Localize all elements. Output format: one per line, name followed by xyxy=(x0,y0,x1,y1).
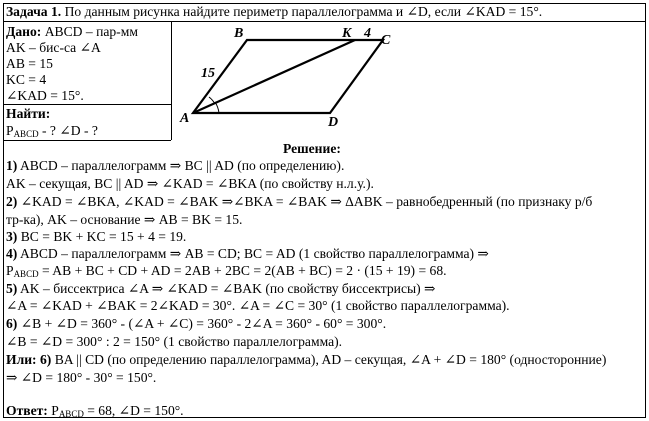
given-line: ∠KAD = 15°. xyxy=(6,88,84,103)
find-p-sub: ABCD xyxy=(13,129,39,139)
solution-line-12 xyxy=(6,352,606,368)
answer-line xyxy=(6,403,184,419)
solution-line-9: ∠A = ∠KAD + ∠BAK = 2∠KAD = 30°. ∠A = ∠C = 30° (1 свойство параллелограмма). xyxy=(6,298,510,313)
point-label-k: K xyxy=(342,26,352,41)
solution-line-11: ∠B = ∠D = 300° : 2 = 150° (1 свойство параллелограмма). xyxy=(6,334,343,349)
given-line: AB = 15 xyxy=(6,56,53,71)
step-number: 1) xyxy=(6,158,18,173)
given-line: AK – бис-са ∠A xyxy=(6,40,101,55)
parallelogram-figure xyxy=(175,22,395,132)
angle-arc-a xyxy=(209,97,215,104)
step-text: BA || CD (по определению параллелограмма), AD – секущая, ∠A + ∠D = 180° (односторонние) xyxy=(51,352,607,367)
find-title: Найти: xyxy=(6,106,51,121)
task-text: По данным рисунка найдите периметр параллелограмма и ∠D, если ∠KAD = 15°. xyxy=(64,4,543,19)
answer-p-sub: ABCD xyxy=(58,409,84,419)
point-label-a: A xyxy=(180,111,190,126)
given-line: KC = 4 xyxy=(6,72,47,87)
answer-rest: = 68, ∠D = 150°. xyxy=(83,403,184,418)
step-number: 5) xyxy=(6,281,18,296)
perimeter-sub: ABCD xyxy=(13,269,39,279)
solution-line-1 xyxy=(6,158,344,174)
angle-arc-a2 xyxy=(215,102,219,113)
given-box-bottom-border xyxy=(3,140,171,141)
bisector-ak xyxy=(193,40,355,113)
solution-title: Решение: xyxy=(283,141,341,156)
answer-label: Ответ: xyxy=(6,403,48,418)
solution-line-6 xyxy=(6,246,489,262)
step-number: 3) xyxy=(6,229,18,244)
step-text: ABCD – параллелограмм ⇒ BC || AD (по определению). xyxy=(17,158,345,173)
solution-line-4: тр-ка), AK – основание ⇒ AB = BK = 15. xyxy=(6,212,243,227)
step-text: AK – биссектриса ∠A ⇒ ∠KAD = ∠BAK (по свойству биссектрисы) ⇒ xyxy=(17,281,436,296)
step-number: Или: 6) xyxy=(6,352,52,367)
point-label-c: C xyxy=(381,33,391,48)
find-divider xyxy=(3,104,171,105)
step-text: = AB + BC + CD + AD = 2AB + 2BC = 2(AB + BC) = 2 · (15 + 19) = 68. xyxy=(38,263,447,278)
solution-line-5 xyxy=(6,229,186,245)
step-number: 6) xyxy=(6,316,18,331)
label-kc-length: 4 xyxy=(364,26,371,41)
step-text: ABCD – параллелограмм ⇒ AB = CD; BC = AD (1 свойство параллелограмма) ⇒ xyxy=(17,246,489,261)
step-number: 4) xyxy=(6,246,18,261)
label-ab-length: 15 xyxy=(201,66,215,81)
task-label: Задача 1. xyxy=(6,4,62,19)
point-label-d: D xyxy=(328,115,339,130)
solution-line-13: ⇒ ∠D = 180° - 30° = 150°. xyxy=(6,370,157,385)
given-box-right-border xyxy=(171,21,172,140)
find-p: P xyxy=(6,123,14,138)
solution-line-2: AK – секущая, BC || AD ⇒ ∠KAD = ∠BKA (по свойству н.л.у.). xyxy=(6,176,374,191)
step-number: 2) xyxy=(6,194,18,209)
given-title-line xyxy=(6,24,138,40)
parallelogram-abcd xyxy=(193,40,383,113)
answer-p: P xyxy=(47,403,59,418)
point-label-b: B xyxy=(234,26,244,41)
find-line xyxy=(6,123,98,139)
task-header xyxy=(6,4,542,20)
given-title: Дано: xyxy=(6,24,42,39)
solution-line-7 xyxy=(6,263,447,279)
given-first-fact: ABCD – пар-мм xyxy=(44,24,138,39)
solution-line-8 xyxy=(6,281,435,297)
solution-line-3 xyxy=(6,194,592,210)
step-text: ∠KAD = ∠BKA, ∠KAD = ∠BAK ⇒∠BKA = ∠BAK ⇒ ΔABK – равнобедренный (по признаку р/б xyxy=(17,194,593,209)
solution-line-10 xyxy=(6,316,386,332)
step-text: ∠B + ∠D = 360° - (∠A + ∠C) = 360° - 2∠A = 360° - 60° = 300°. xyxy=(17,316,387,331)
perimeter-p: P xyxy=(6,263,14,278)
find-rest: - ? ∠D - ? xyxy=(38,123,98,138)
step-text: BC = BK + KC = 15 + 4 = 19. xyxy=(17,229,187,244)
